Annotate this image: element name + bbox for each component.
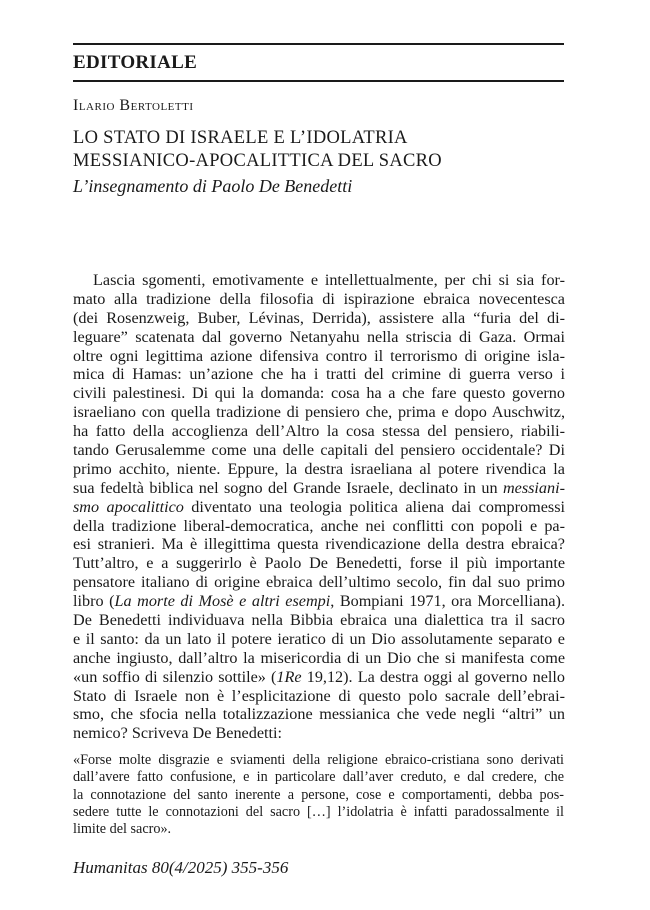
bible-reference: 1Re <box>276 667 302 686</box>
block-quote <box>73 752 564 838</box>
top-rule <box>73 43 564 45</box>
quote-line: la connotazione del santo inerente a persone, cose e comportamenti, debba pos- <box>73 786 564 803</box>
body-line: anche ingiusto, dall’altro la misericordia di un Dio che si manifesta come <box>73 648 565 667</box>
body-line: leguare” scatenata dal governo Netanyahu nella striscia di Gaza. Ormai <box>73 327 565 346</box>
body-line: nemico? Scriveva De Benedetti: <box>73 724 283 743</box>
body-line: mica di Hamas: un’azione che ha i tratti del crimine di guerra verso i <box>73 365 565 384</box>
body-line <box>73 498 565 517</box>
article-title <box>73 127 442 173</box>
body-line: oltre ogni legittima azione difensiva contro il terrorismo di origine isla- <box>73 346 565 365</box>
body-line: primo acchito, niente. Eppure, la destra israeliana al potere rivendica la <box>73 459 565 478</box>
body-line: Stato di Israele non è l’esplicitazione di questo polo sacrale dell’ebrai- <box>73 686 565 705</box>
body-line: tando Gerusalemme come una delle capitali del pensiero occidentale? Di <box>73 441 565 460</box>
body-line: Tutt’altro, e a suggerirlo è Paolo De Benedetti, forse il più importante <box>73 554 565 573</box>
quote-line: sedere tutte le connotazioni del sacro […] l’idolatria è infatti paradossalmente il <box>73 803 564 820</box>
title-line: MESSIANICO-APOCALITTICA DEL SACRO <box>73 151 442 171</box>
body-line: Lascia sgomenti, emotivamente e intellettualmente, per chi si sia for- <box>93 271 565 289</box>
book-title: La morte di Mosè e altri esempi <box>114 592 331 611</box>
body-line: e il santo: da un lato il potere ieratico di un Dio assolutamente separato e <box>73 629 565 648</box>
article-body <box>73 271 565 743</box>
body-text: , Bompiani 1971, ora Morcelliana). <box>330 592 565 611</box>
body-line: esi stranieri. Ma è illegittima questa rivendicazione della destra ebraica? <box>73 535 565 554</box>
body-line: De Benedetti individuava nella Bibbia ebraica una dialettica tra il sacro <box>73 611 565 630</box>
body-line <box>73 592 565 611</box>
body-text: 19,12). La destra oggi al governo nello <box>301 667 565 686</box>
journal-citation: Humanitas 80(4/2025) 355-356 <box>73 858 289 877</box>
article-subtitle: L’insegnamento di Paolo De Benedetti <box>73 176 353 196</box>
title-line: LO STATO DI ISRAELE E L’IDOLATRIA <box>73 128 408 148</box>
quote-line: limite del sacro». <box>73 821 172 838</box>
body-text: «un soffio di silenzio sottile» ( <box>73 667 277 686</box>
italic-term: smo apocalittico <box>73 497 184 516</box>
body-line: pensatore italiano di origine ebraica dell’ultimo secolo, fin dal suo primo <box>73 573 565 592</box>
body-line: israeliano con quella tradizione di pensiero che, prima e dopo Auschwitz, <box>73 403 565 422</box>
bottom-rule <box>73 80 564 82</box>
body-line: smo, che sfocia nella totalizzazione messianica che vede negli “altri” un <box>73 705 565 724</box>
body-text: libro ( <box>73 592 115 611</box>
italic-term: messiani- <box>502 478 565 497</box>
quote-line: «Forse molte disgrazie e sviamenti della religione ebraico-cristiana sono derivati <box>73 752 564 768</box>
body-text: sua fedeltà biblica nel sogno del Grande Israele, declinato in un <box>73 478 503 497</box>
body-line: ha fatto della accoglienza dell’Altro la cosa stessa del pensiero, riabili- <box>73 422 565 441</box>
body-line <box>73 479 565 498</box>
body-line: civili palestinesi. Di qui la domanda: cosa ha a che fare questo governo <box>73 384 565 403</box>
body-line <box>73 668 565 687</box>
body-line: (dei Rosenzweig, Buber, Lévinas, Derrida), assistere alla “furia del di- <box>73 308 565 327</box>
body-line: mato alla tradizione della filosofia di ispirazione ebraica novecentesca <box>73 289 565 308</box>
body-text: diventato una teologia politica aliena dai compromessi <box>183 497 565 516</box>
section-label: EDITORIALE <box>73 52 198 73</box>
quote-line: dall’avere fatto confusione, e in particolare dall’aver creduto, e dal credere, che <box>73 769 564 786</box>
body-line: della tradizione liberal-democratica, anche nei conflitti con popoli e pa- <box>73 516 565 535</box>
author-name: Ilario Bertoletti <box>73 97 194 114</box>
